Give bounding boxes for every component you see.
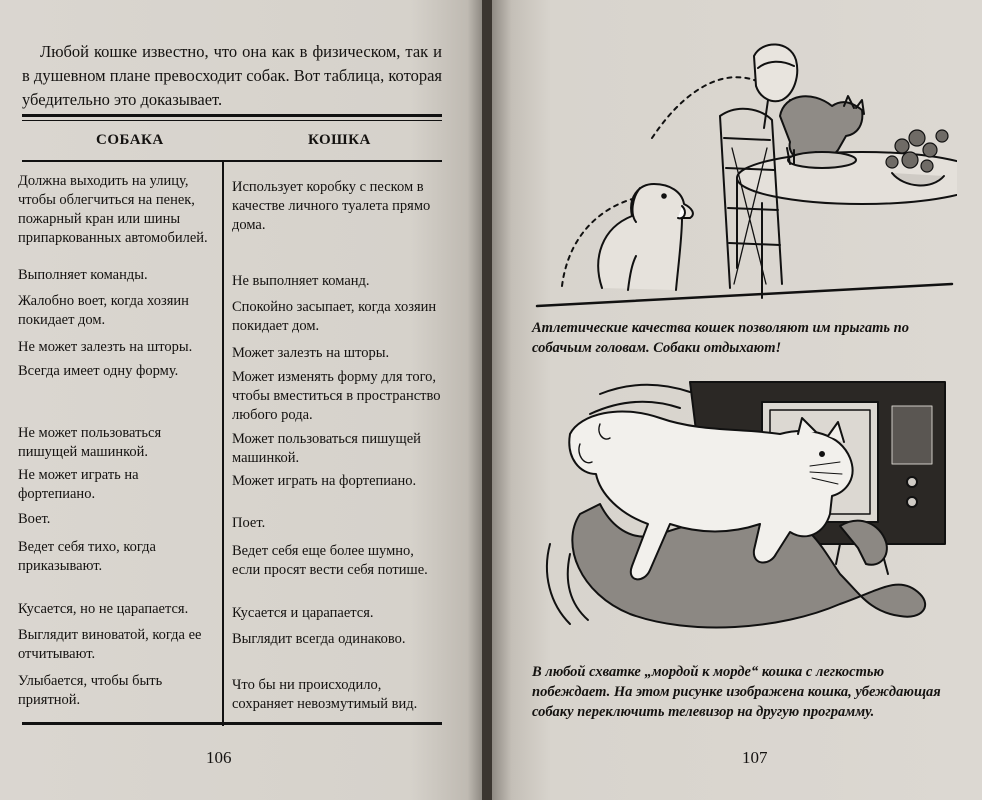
- column-header-dog: СОБАКА: [96, 132, 164, 148]
- table-row-cat-cell: Поет.: [232, 515, 266, 531]
- table-row-cat-cell: Что бы ни происходило, сохраняет невозмутимый вид.: [232, 677, 418, 712]
- table-row-cat-cell: Может залезть на шторы.: [232, 345, 390, 361]
- table-row-cat-cell: Может играть на фортепиано.: [232, 473, 417, 489]
- table-row-dog-cell: Жалобно воет, когда хозяин покидает дом.: [18, 293, 189, 328]
- table-row-cat-cell: Спокойно засыпает, когда хозяин покидает дом.: [232, 299, 437, 334]
- book-gutter: [482, 0, 492, 800]
- table-row-dog-cell: Не может играть на фортепиано.: [18, 467, 139, 502]
- table-row-dog-cell: Выполняет команды.: [18, 267, 148, 283]
- table-top-rule: [22, 114, 442, 117]
- table-row-dog-cell: Не может залезть на шторы.: [18, 339, 193, 355]
- right-page: [492, 0, 982, 800]
- table-row-cat-cell: Кусается и царапается.: [232, 605, 374, 621]
- table-row-dog-cell: Улыбается, чтобы быть приятной.: [18, 673, 163, 708]
- left-page: [0, 0, 482, 800]
- caption-bottom: В любой схватке „мордой к морде“ кошка с легкостью побеждает. На этом рисунке изображена кошка, убеждающая собаку переключить телевизор на другую программу.: [532, 664, 941, 720]
- table-row-cat-cell: Использует коробку с песком в качестве личного туалета прямо дома.: [232, 179, 431, 233]
- table-row-dog-cell: Должна выходить на улицу, чтобы облегчиться на пенек, пожарный кран или шины припаркованных автомобилей.: [18, 173, 208, 246]
- caption-top: Атлетические качества кошек позволяют им прыгать по собачьим головам. Собаки отдыхают!: [532, 320, 909, 356]
- page-number-right: 107: [742, 748, 768, 767]
- table-row-cat-cell: Может изменять форму для того, чтобы вместиться в пространство любого рода.: [232, 369, 441, 423]
- table-row-dog-cell: Кусается, но не царапается.: [18, 601, 189, 617]
- header-rule: [22, 160, 442, 162]
- table-row-cat-cell: Может пользоваться пишущей машинкой.: [232, 431, 421, 466]
- table-bottom-rule: [22, 722, 442, 725]
- table-top-rule-thin: [22, 120, 442, 121]
- column-header-cat: КОШКА: [308, 132, 371, 148]
- cat-on-table-illustration: [532, 38, 957, 310]
- table-row-dog-cell: Ведет себя тихо, когда приказывают.: [18, 539, 156, 574]
- table-row-cat-cell: Не выполняет команд.: [232, 273, 370, 289]
- intro-paragraph: Любой кошке известно, что она как в физическом, так и в душевном плане превосходит собак. Вот таблица, которая убедительно это доказывает.: [22, 42, 442, 109]
- table-row-cat-cell: Выглядит всегда одинаково.: [232, 631, 406, 647]
- table-row-dog-cell: Не может пользоваться пишущей машинкой.: [18, 425, 162, 460]
- cat-dog-fight-illustration: [540, 374, 960, 654]
- table-row-dog-cell: Всегда имеет одну форму.: [18, 363, 179, 379]
- page-number-left: 106: [206, 748, 232, 767]
- table-row-dog-cell: Выглядит виноватой, когда ее отчитывают.: [18, 627, 202, 662]
- column-divider: [222, 160, 224, 726]
- table-row-cat-cell: Ведет себя еще более шумно, если просят вести себя потише.: [232, 543, 428, 578]
- table-row-dog-cell: Воет.: [18, 511, 51, 527]
